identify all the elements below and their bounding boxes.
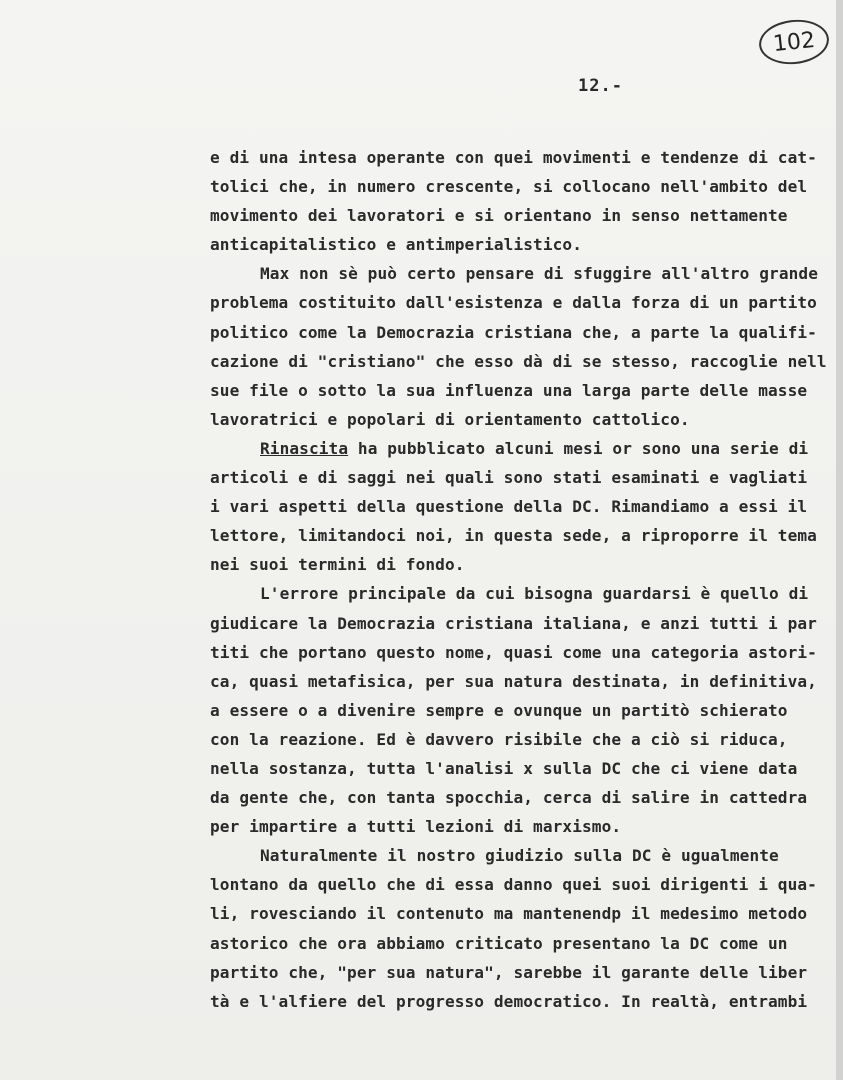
text-line: politico come la Democrazia cristiana che, a parte la qualifi- (210, 322, 817, 342)
text-line: lavoratrici e popolari di orientamento cattolico. (210, 409, 690, 429)
text-line: cazione di "cristiano" che esso dà di se stesso, raccoglie nell (210, 351, 827, 371)
rinascita-title: Rinascita (260, 438, 349, 458)
text-line: titi che portano questo nome, quasi come una categoria astori- (210, 642, 817, 662)
page-number: 12.- (578, 76, 623, 96)
body-text (210, 143, 840, 1016)
text-line: articoli e di saggi nei quali sono stati esaminati e vagliati (210, 468, 808, 488)
text-line: lontano da quello che di essa danno quei suoi dirigenti i qua- (210, 875, 817, 895)
text-line: a essere o a divenire sempre e ovunque un partitò schierato (210, 700, 788, 720)
text-line: giudicare la Democrazia cristiana italiana, e anzi tutti i par (210, 613, 817, 633)
text-line: ca, quasi metafisica, per sua natura destinata, in definitiva, (210, 671, 817, 691)
text-line: tà e l'alfiere del progresso democratico. In realtà, entrambi (210, 991, 808, 1011)
text-line: tolici che, in numero crescente, si collocano nell'ambito del (210, 177, 808, 197)
text-line: Naturalmente il nostro giudizio sulla DC è ugualmente (260, 846, 779, 866)
text-line: anticapitalistico e antimperialistico. (210, 235, 582, 255)
text-line: problema costituito dall'esistenza e dalla forza di un partito (210, 293, 817, 313)
text-line: nella sostanza, tutta l'analisi x sulla DC che ci viene data (210, 758, 798, 778)
text-fragment: ha pubblicato alcuni mesi or sono una serie di (348, 438, 809, 458)
background-watermark (80, 255, 128, 394)
text-line: sue file o sotto la sua influenza una larga parte delle masse (210, 380, 808, 400)
text-line: li, rovesciando il contenuto ma mantenendp il medesimo metodo (210, 904, 808, 924)
archive-number-stamp: 102 (757, 16, 831, 67)
text-line: lettore, limitandoci noi, in questa sede, a riproporre il tema (210, 526, 817, 546)
text-line: astorico che ora abbiamo criticato presentano la DC come un (210, 933, 788, 953)
text-line (210, 434, 840, 463)
text-line: movimento dei lavoratori e si orientano in senso nettamente (210, 206, 788, 226)
text-line: e di una intesa operante con quei movimenti e tendenze di cat- (210, 148, 817, 167)
text-line: Max non sè può certo pensare di sfuggire all'altro grande (260, 264, 818, 284)
text-line: partito che, "per sua natura", sarebbe il garante delle liber (210, 962, 808, 982)
text-line: per impartire a tutti lezioni di marxismo. (210, 817, 622, 837)
text-line: i vari aspetti della questione della DC. Rimandiamo a essi il (210, 497, 808, 517)
text-line: da gente che, con tanta spocchia, cerca di salire in cattedra (210, 788, 808, 808)
text-line: con la reazione. Ed è davvero risibile che a ciò si riduca, (210, 729, 788, 749)
text-line: nei suoi termini di fondo. (210, 555, 465, 575)
text-line: L'errore principale da cui bisogna guardarsi è quello di (260, 584, 809, 604)
